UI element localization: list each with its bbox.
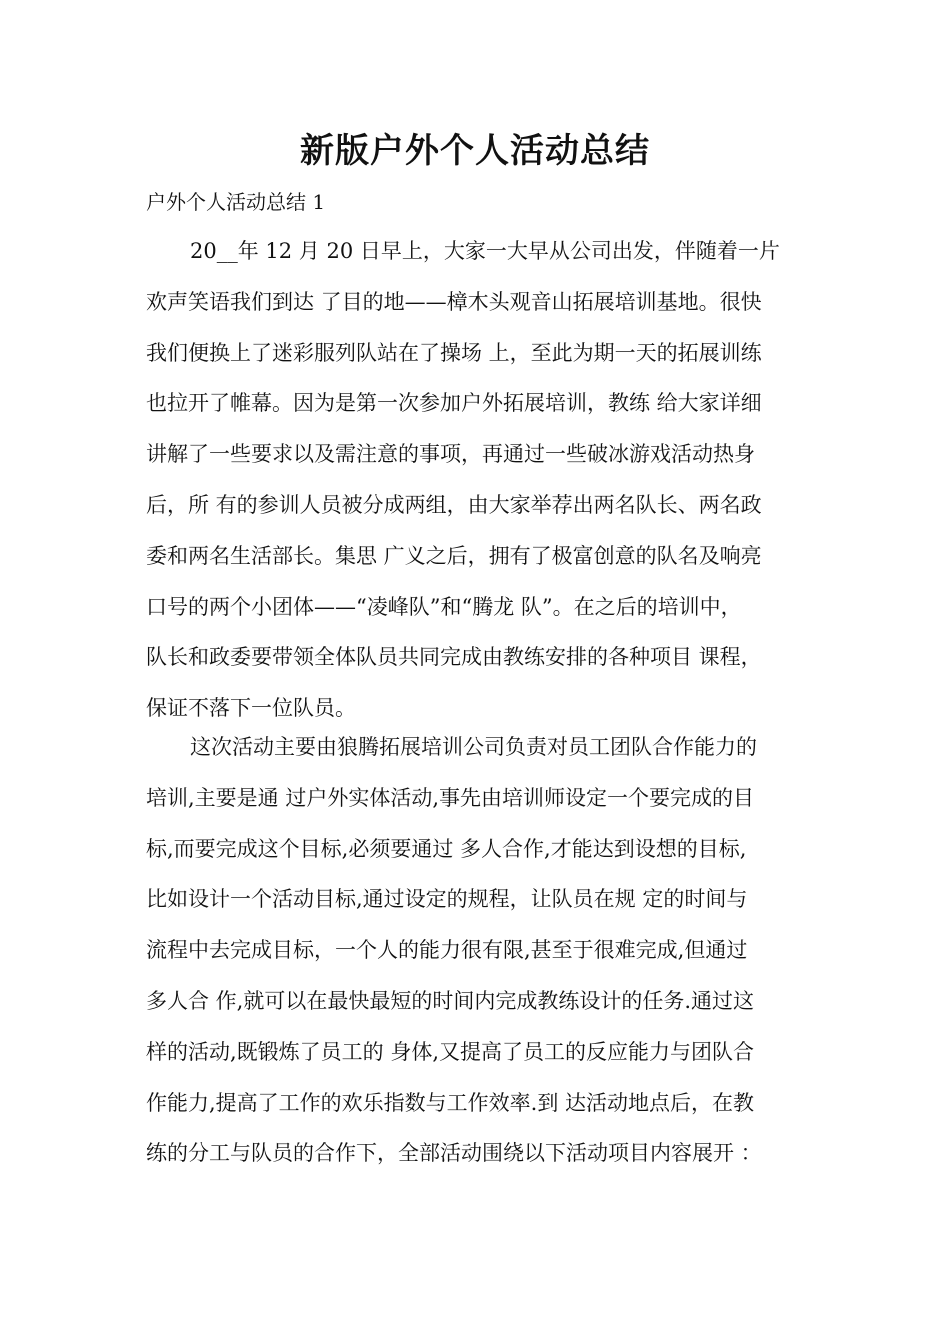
section-heading: 户外个人活动总结 1 [146, 190, 326, 214]
paragraph-line: 培训,主要是通 过户外实体活动,事先由培训师设定一个要完成的目 [146, 785, 755, 810]
paragraph-line: 欢声笑语我们到达 了目的地——樟木头观音山拓展培训基地。很快 [146, 289, 762, 314]
paragraph-line: 练的分工与队员的合作下，全部活动围绕以下活动项目内容展开 ： [146, 1141, 762, 1166]
paragraph-line: 多人合 作,就可以在最快最短的时间内完成教练设计的任务.通过这 [146, 988, 755, 1013]
paragraph-2 [146, 722, 826, 1179]
paragraph-line: 作能力,提高了工作的欢乐指数与工作效率.到 达活动地点后，在教 [146, 1090, 755, 1115]
paragraph-line: 委和两名生活部长。集思 广义之后，拥有了极富创意的队名及响亮 [146, 543, 762, 568]
paragraph-line: 样的活动,既锻炼了员工的 身体,又提高了员工的反应能力与团队合 [146, 1039, 755, 1064]
paragraph-line: 我们便换上了迷彩服列队站在了操场 上，至此为期一天的拓展训练 [146, 340, 762, 365]
paragraph-line: 20__年 12 月 20 日早上，大家一大早从公司出发，伴随着一片 [190, 239, 780, 263]
paragraph-line: 后，所 有的参训人员被分成两组，由大家举荐出两名队长、两名政 [146, 492, 762, 517]
paragraph-line: 也拉开了帷幕。因为是第一次参加户外拓展培训，教练 给大家详细 [146, 391, 762, 416]
paragraph-line: 标,而要完成这个目标,必须要通过 多人合作,才能达到设想的目标, [146, 836, 747, 861]
document-title: 新版户外个人活动总结 [300, 131, 650, 171]
paragraph-line: 口号的两个小团体——“凌峰队”和“腾龙 队”。在之后的培训中， [146, 594, 742, 619]
paragraph-line: 比如设计一个活动目标,通过设定的规程，让队员在规 定的时间与 [146, 887, 748, 912]
paragraph-line: 讲解了一些要求以及需注意的事项，再通过一些破冰游戏活动热身 [146, 442, 755, 467]
paragraph-line: 保证不落下一位队员。 [146, 696, 356, 721]
paragraph-line: 这次活动主要由狼腾拓展培训公司负责对员工团队合作能力的 [190, 735, 757, 759]
paragraph-line: 流程中去完成目标，一个人的能力很有限,甚至于很难完成,但通过 [146, 938, 748, 963]
paragraph-line: 队长和政委要带领全体队员共同完成由教练安排的各种项目 课程， [146, 645, 762, 670]
paragraph-1 [146, 226, 826, 734]
